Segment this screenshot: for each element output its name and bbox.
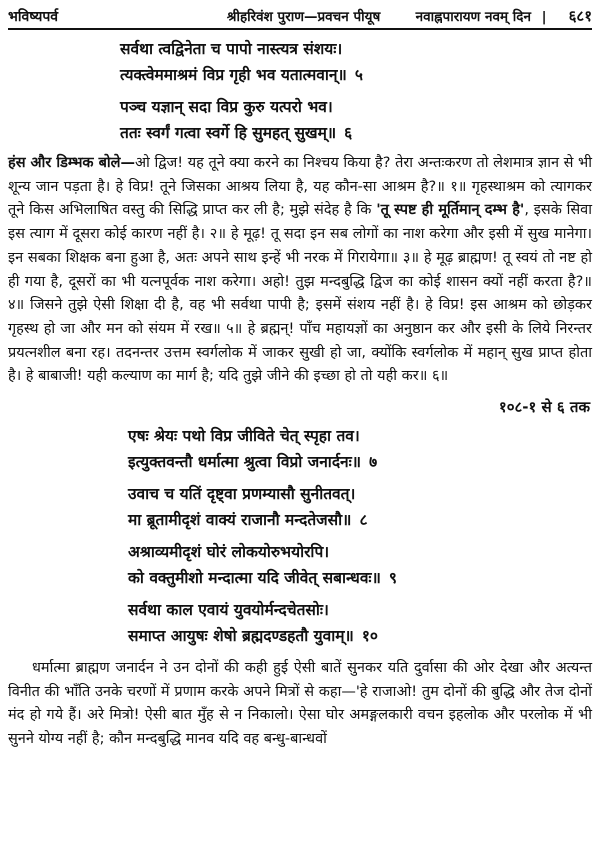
page-header (8, 0, 592, 30)
verse-line: उवाच च यतिं दृष्ट्वा प्रणम्यासौ सुनीतवत्। (128, 485, 356, 504)
running-title (58, 7, 569, 25)
page-number: ६८१ (568, 7, 592, 25)
verse-line: एषः श्रेयः पथो विप्र जीविते चेत् स्पृहा तव। (128, 427, 360, 446)
emphasis-text: 'तू स्पष्ट ही मूर्तिमान् दम्भ है' (376, 202, 525, 219)
verse-line: मा ब्रूतामीदृशं वाक्यं राजानौ मन्दतेजसौ॥ ८ (128, 511, 368, 530)
speaker-label: हंस और डिम्भक बोले— (8, 155, 135, 171)
verse-line: सर्वथा काल एवायं युवयोर्मन्दचेतसोः। (128, 601, 329, 620)
verse-line: पञ्च यज्ञान् सदा विप्र कुरु यत्परो भव। (120, 98, 333, 116)
section-title: भविष्यपर्व (8, 9, 59, 25)
verse-block-top (8, 36, 592, 146)
verse-line: अश्राव्यमीदृशं घोरं लोकयोरुभयोरपि। (128, 543, 330, 562)
verse-reference: १०८-१ से ६ तक (498, 398, 590, 417)
day-title: नवाह्नपारायण नवम् दिन (415, 9, 531, 25)
verse-block-bottom (8, 423, 592, 649)
verse-line: त्यक्त्वेममाश्रमं विप्र गृही भव यतात्मवान्॥ ५ (120, 66, 363, 84)
verse-line: इत्युक्तवन्तौ धर्मात्मा श्रुत्वा विप्रो जनार्दनः॥ ७ (128, 453, 378, 472)
verse-line: सर्वथा त्वद्विनेता च पापो नास्त्यत्र संशयः। (120, 40, 343, 58)
verse-line: को वक्तुमीशो मन्दात्मा यदि जीवेत् सबान्धवः॥ ९ (128, 569, 397, 588)
translation-paragraph: हंस और डिम्भक बोले—ओ द्विज! यह तूने क्या करने का निश्चय किया है? तेरा अन्तःकरण तो लेशमात्र ज्ञान से भी शून्य जान पड़ता है। हे विप्र! तूने जिसका आश्रय लिया है, यह कौन-सा आश्रम है?॥ १॥ गृहस्थाश्रम को त्यागकर तूने किस अभिलाषित वस्तु की सिद्धि प्राप्त कर ली है; मुझे संदेह है कि 'तू स्पष्ट ही मूर्तिमान् दम्भ है', इसके सिवा इस त्याग में दूसरा कोई कारण नहीं है। २॥ हे मूढ़! तू सदा इन सब लोगों का नाश करेगा और इसी में सुख मानेगा। इन सबका शिक्षक बना हुआ है, अतः अपने साथ इन्हें भी नरक में गिरायेगा॥ ३॥ हे मूढ़ ब्राह्मण! तू स्वयं तो नष्ट हो ही गया है, दूसरों का भी यत्नपूर्वक नाश करेगा। अहो! तुझ मन्दबुद्धि द्विज का कोई शासन क्यों नहीं करता है?॥ ४॥ जिसने तुझे ऐसी शिक्षा दी है, वह भी सर्वथा पापी है; इसमें संशय नहीं है। हे विप्र! इस आश्रम को छोड़कर गृहस्थ हो जा और मन को संयम में रख॥ ५॥ हे ब्रह्मन्! पाँच महायज्ञों का अनुष्ठान कर और इसी के लिये निरन्तर प्रयत्नशील बना रह। तदनन्तर उत्तम स्वर्गलोक में जाकर सुखी हो जा, क्योंकि स्वर्गलोक में महान् सुख प्राप्त होता है। हे बाबाजी! यही कल्याण का मार्ग है; यदि तुझे जीने की इच्छा हो तो यही कर॥ ६॥ (8, 155, 593, 385)
translation-paragraph-2: धर्मात्मा ब्राह्मण जनार्दन ने उन दोनों की कही हुई ऐसी बातें सुनकर यति दुर्वासा की ओर देखा और अत्यन्त विनीत की भाँति उनके चरणों में प्रणाम करके अपने मित्रों से कहा—'हे राजाओ! तुम दोनों की बुद्धि और तेज दोनों मंद हो गये हैं। अरे मित्रो! ऐसी बात मुँह से न निकालो। ऐसा घोर अमङ्गलकारी वचन इहलोक और परलोक में भी सुनने योग्य नहीं है; कौन मन्दबुद्धि मानव यदि वह बन्धु-बान्धवों (8, 660, 592, 748)
book-title: श्रीहरिवंश पुराण—प्रवचन पीयूष (226, 9, 381, 25)
header-separator: | (541, 9, 547, 25)
verse-line: ततः स्वर्गं गत्वा स्वर्गे हि सुमहत् सुखम्॥ ६ (120, 124, 353, 142)
verse-line: समाप्त आयुषः शेषो ब्रह्मदण्डहतौ युवाम्॥ १० (128, 627, 378, 646)
